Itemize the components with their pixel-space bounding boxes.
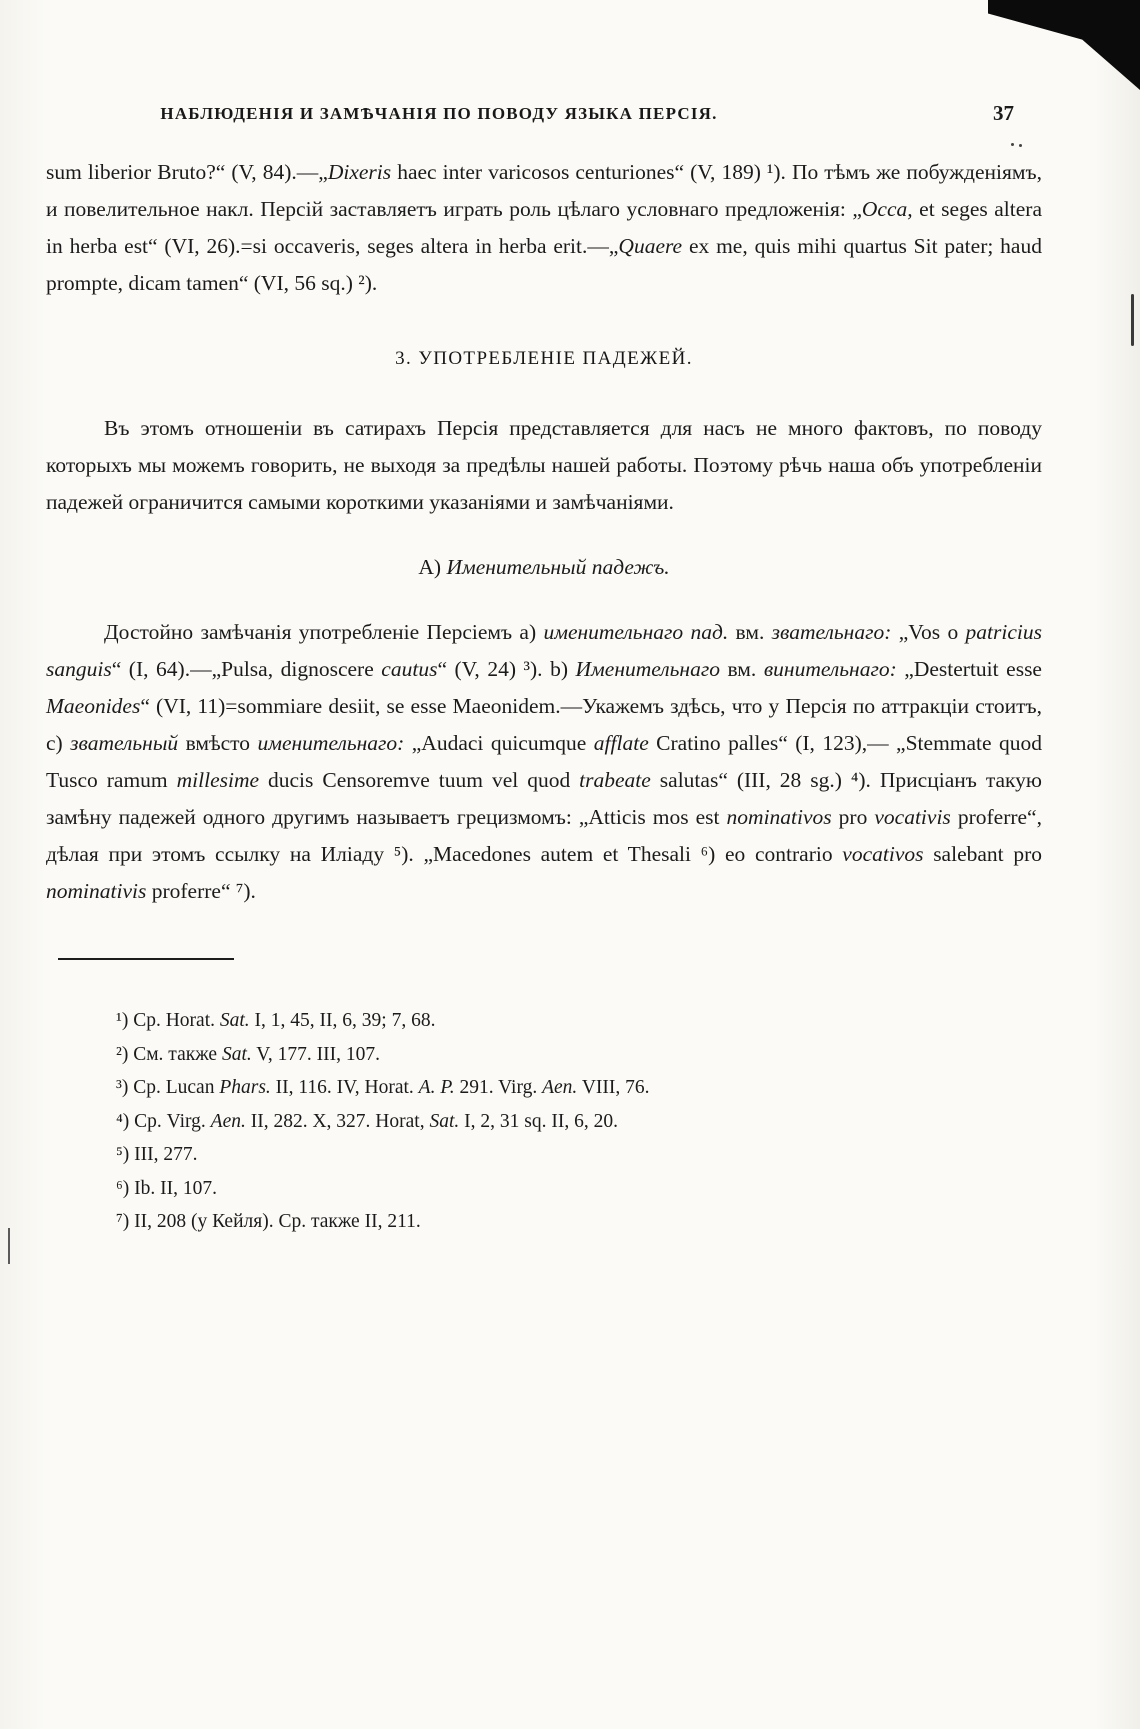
page-number: 37 bbox=[993, 101, 1014, 125]
running-title: НАБЛЮДЕНІЯ И ЗАМѢЧАНІЯ ПО ПОВОДУ ЯЗЫКА ПЕРСІЯ. bbox=[160, 104, 718, 123]
page-header bbox=[46, 101, 1042, 130]
footnote-4: ⁴) Ср. Virg. Aen. II, 282. X, 327. Horat, Sat. I, 2, 31 sq. II, 6, 20. bbox=[116, 1110, 618, 1132]
footnote-7: ⁷) II, 208 (у Кейля). Ср. также II, 211. bbox=[116, 1211, 421, 1232]
paragraph-3: Достойно замѣчанія употребленіе Персіемъ а) именительнаго пад. вм. звательнаго: „Vos o patricius sanguis“ (I, 64).—„Pulsa, dignoscere cautus“ (V, 24) ³). b) Именительнаго вм. винительнаго: „Destertuit esse Maeonides“ (VI, 11)=sommiare desiit, se esse Maeonidem.—Укажемъ здѣсь, что у Персія по аттракціи стоитъ, с) звательный вмѣсто именительнаго: „Audaci quicumque afflate Cratino palles“ (I, 123),— „Stemmate quod Tusco ramum millesime ducis Censoremve tuum vel quod trabeate salutas“ (III, 28 sg.) ⁴). Присціанъ такую замѣну падежей одного другимъ называетъ грецизмомъ: „Atticis mos est nominativos pro vocativis proferre“, дѣлая при этомъ ссылку на Иліаду ⁵). „Macedones autem et Thesali ⁶) eo contrario vocativos salebant pro nominativis proferre“ ⁷). bbox=[46, 620, 1043, 903]
footnote-1: ¹) Ср. Horat. Sat. I, 1, 45, II, 6, 39; 7, 68. bbox=[116, 1010, 436, 1031]
scan-artifact-left-edge bbox=[8, 1228, 10, 1264]
footnote-3: ³) Ср. Lucan Phars. II, 116. IV, Horat. A. P. 291. Virg. Aen. VIII, 76. bbox=[116, 1077, 650, 1098]
section-heading: 3. УПОТРЕБЛЕНІЕ ПАДЕЖЕЙ. bbox=[395, 348, 693, 369]
footnote-2: ²) См. также Sat. V, 177. III, 107. bbox=[116, 1043, 380, 1065]
footnote-5: ⁵) III, 277. bbox=[116, 1144, 198, 1165]
footnote-separator bbox=[58, 958, 234, 960]
subsection-heading: А) Именительный падежъ. bbox=[418, 555, 670, 579]
scan-artifact-right-edge bbox=[1131, 294, 1134, 346]
paragraph-2: Въ этомъ отношеніи въ сатирахъ Персія представляется для насъ не много фактовъ, по поводу которыхъ мы можемъ говорить, не выходя за предѣлы нашей работы. Поэтому рѣчь наша объ употребленіи падежей ограничится самыми короткими указаніями и замѣчаніями. bbox=[46, 416, 1042, 514]
paragraph-1: sum liberior Bruto?“ (V, 84).—„Dixeris haec inter varicosos centuriones“ (V, 189) ¹). По тѣмъ же побужденіямъ, и повелительное накл. Персій заставляетъ играть роль цѣлаго условнаго предложенія: „Occa, et seges altera in herba est“ (VI, 26).=si occaveris, seges altera in herba erit.—„Quaere ex me, quis mihi quartus Sit pater; haud prompte, dicam tamen“ (VI, 56 sq.) ²). bbox=[46, 160, 1042, 295]
footnotes-block bbox=[46, 1004, 1042, 1239]
scan-artifact-dots bbox=[1011, 143, 1014, 146]
footnote-6: ⁶) Ib. II, 107. bbox=[116, 1177, 218, 1199]
